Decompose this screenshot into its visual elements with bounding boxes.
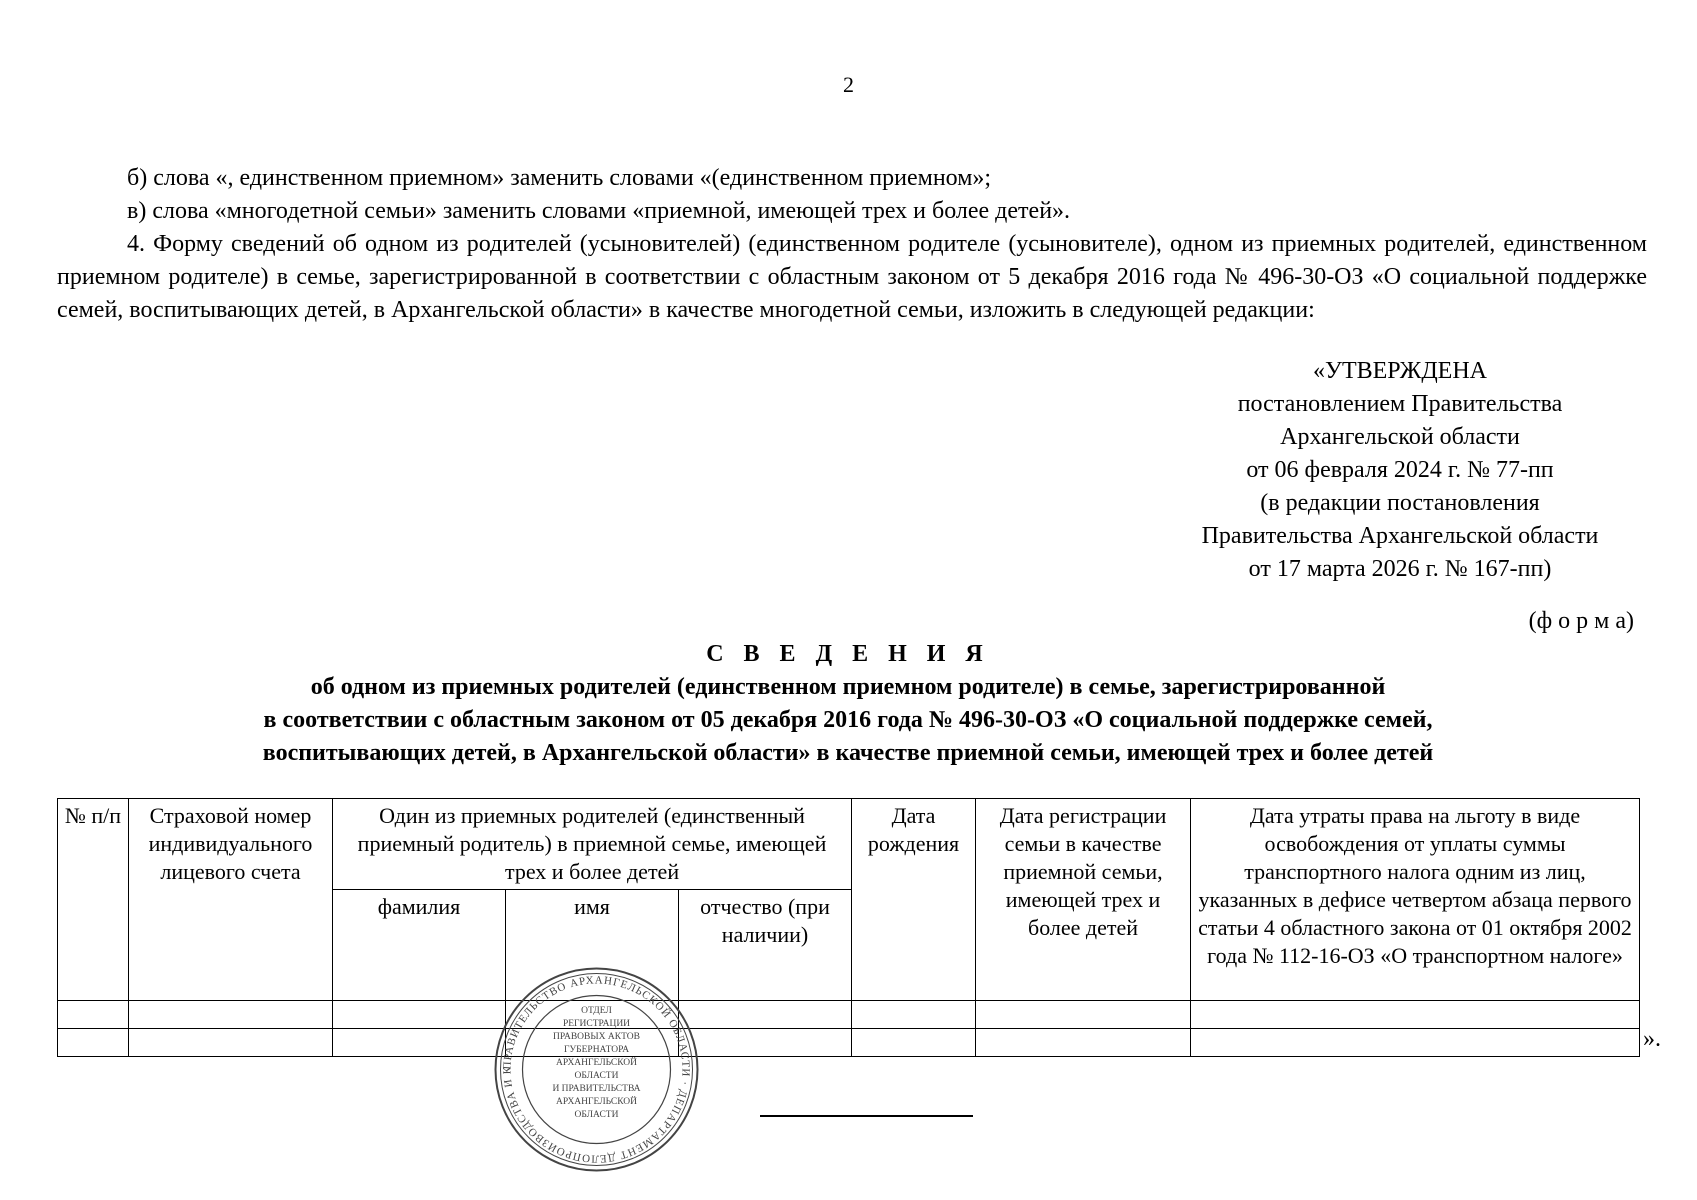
table-cell[interactable] [679, 1029, 852, 1057]
table-header-row [58, 799, 1640, 890]
table-cell[interactable] [1191, 1029, 1640, 1057]
table-cell[interactable] [976, 1029, 1191, 1057]
approval-line: (в редакции постановления [1260, 490, 1540, 516]
signature-line [760, 1115, 973, 1117]
seal-text-line: ГУБЕРНАТОРА [563, 1045, 630, 1055]
seal-text-line: ПРАВОВЫХ АКТОВ [553, 1032, 640, 1042]
seal-stamp-icon [493, 966, 700, 1173]
heading-line: об одном из приемных родителей (единственном приемном родителе) в семье, зарегистрированной [310, 674, 1386, 700]
column-header-name: имя [506, 890, 679, 1001]
seal-text-line: И ПРАВИТЕЛЬСТВА [552, 1084, 641, 1094]
heading-line: воспитывающих детей, в Архангельской области» в качестве приемной семьи, имеющей трех и более детей [262, 740, 1434, 766]
heading-line: в соответствии с областным законом от 05 декабря 2016 года № 496-30-ОЗ «О социальной поддержке семей, [263, 707, 1433, 733]
table-cell[interactable] [333, 1001, 506, 1029]
column-header-surname: фамилия [333, 890, 506, 1001]
column-header-parent-group: Один из приемных родителей (единственный приемный родитель) в приемной семье, имеющей трех и более детей [333, 799, 852, 890]
approval-line: от 06 февраля 2024 г. № 77-пп [1246, 457, 1554, 483]
official-seal [493, 966, 700, 1173]
table-cell[interactable] [129, 1001, 333, 1029]
document-heading [57, 638, 1639, 770]
paragraph-v: в) слова «многодетной семьи» заменить словами «приемной, имеющей трех и более детей». [127, 198, 1071, 224]
paragraph-4: 4. Форму сведений об одном из родителей (усыновителей) (единственном родителе (усыновителе), одном из приемных родителей, единственном приемном родителе) в семье, зарегистрированной в соответствии с областным законом от 5 декабря 2016 года № 496-30-ОЗ «О социальной поддержке семей, воспитывающих детей, в Архангельской области» в качестве многодетной семьи, изложить в следующей редакции: [57, 231, 1647, 323]
column-header-patronymic: отчество (при наличии) [679, 890, 852, 1001]
seal-text-line: ОБЛАСТИ [574, 1110, 619, 1120]
amendment-text [57, 162, 1647, 327]
seal-text-line: АРХАНГЕЛЬСКОЙ [555, 1097, 638, 1107]
table-cell[interactable] [976, 1001, 1191, 1029]
table-cell[interactable] [852, 1029, 976, 1057]
approval-line: Архангельской области [1280, 424, 1520, 450]
seal-text-line: ОБЛАСТИ [574, 1071, 619, 1081]
table-row [58, 1029, 1640, 1057]
info-form-table [57, 798, 1640, 1057]
table-row [58, 1001, 1640, 1029]
table-cell[interactable] [679, 1001, 852, 1029]
approval-line: от 17 марта 2026 г. № 167-пп) [1248, 556, 1552, 582]
seal-text-line: ОТДЕЛ [581, 1006, 612, 1016]
page-number: 2 [843, 72, 854, 97]
table-cell[interactable] [58, 1001, 129, 1029]
table-cell[interactable] [58, 1029, 129, 1057]
seal-text-line: РЕГИСТРАЦИИ [562, 1019, 631, 1029]
seal-text-line: АРХАНГЕЛЬСКОЙ [555, 1058, 638, 1068]
table-cell[interactable] [1191, 1001, 1640, 1029]
approval-line: постановлением Правительства [1237, 391, 1563, 417]
heading-title: С В Е Д Е Н И Я [706, 641, 990, 667]
form-label: (ф о р м а) [1528, 608, 1634, 634]
table-closing-quote: ». [1643, 1026, 1661, 1052]
table-cell[interactable] [852, 1001, 976, 1029]
approval-line: Правительства Архангельской области [1201, 523, 1599, 549]
approval-stamp-text [1160, 355, 1640, 586]
column-header-registration-date: Дата регистрации семьи в качестве приемной семьи, имеющей трех и более детей [976, 799, 1191, 1001]
table-cell[interactable] [333, 1029, 506, 1057]
seal-ring-text: ПРАВИТЕЛЬСТВО АРХАНГЕЛЬСКОЙ ОБЛАСТИ · ДЕПАРТАМЕНТ ДЕЛОПРОИЗВОДСТВА И К [501, 974, 692, 1165]
approval-line: «УТВЕРЖДЕНА [1312, 358, 1488, 384]
column-header-number: № п/п [58, 799, 129, 1001]
column-header-birth-date: Дата рождения [852, 799, 976, 1001]
column-header-loss-date: Дата утраты права на льготу в виде освобождения от уплаты суммы транспортного налога одним из лиц, указанных в дефисе четвертом абзаца первого статьи 4 областного закона от 01 октября 2002 года № 112-16-ОЗ «О транспортном налоге» [1191, 799, 1640, 1001]
table-cell[interactable] [129, 1029, 333, 1057]
column-header-snils: Страховой номер индивидуального лицевого счета [129, 799, 333, 1001]
paragraph-b: б) слова «, единственном приемном» заменить словами «(единственном приемном»; [127, 165, 992, 191]
